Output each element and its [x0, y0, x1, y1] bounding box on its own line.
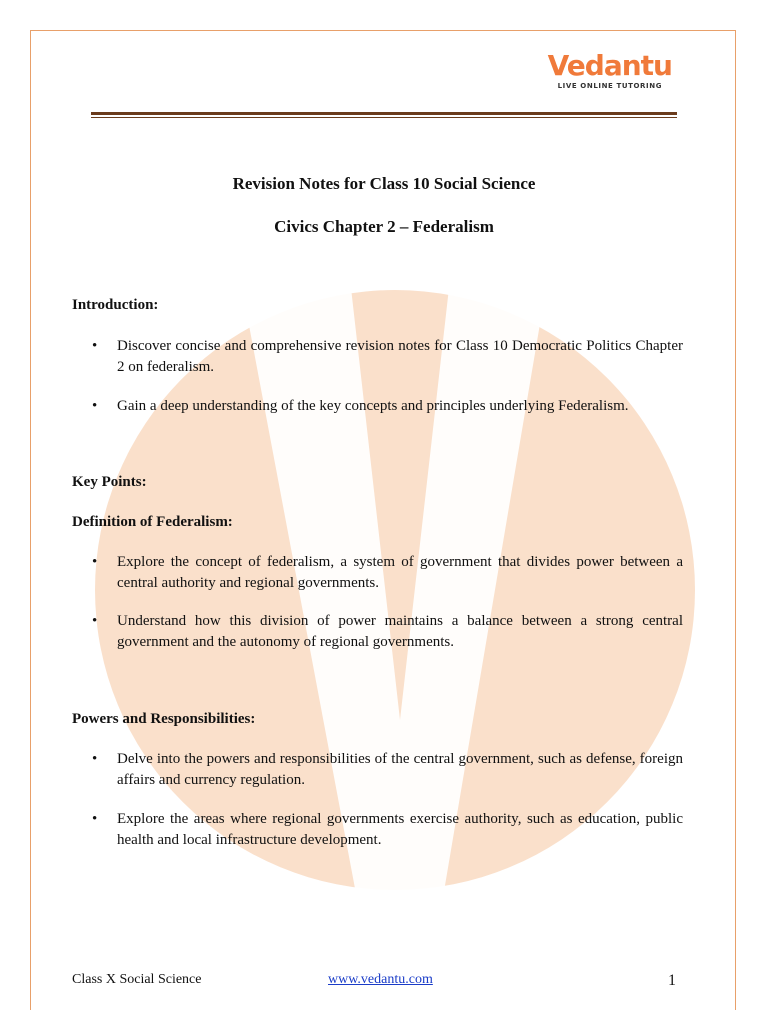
list-item: • Delve into the powers and responsibilities of the central government, such as defense, foreign affairs and currency regulation. — [92, 751, 683, 788]
bullet-icon: • — [92, 398, 98, 414]
document-title: Revision Notes for Class 10 Social Science — [232, 174, 536, 193]
bullet-icon: • — [92, 613, 98, 629]
bullet-icon: • — [92, 554, 98, 570]
bullet-icon: • — [92, 751, 98, 767]
page-number: 1 — [668, 972, 676, 989]
heading-introduction: Introduction: — [72, 297, 159, 313]
document-subtitle: Civics Chapter 2 – Federalism — [274, 217, 494, 236]
bullet-icon: • — [92, 811, 98, 827]
logo-tagline: LIVE ONLINE TUTORING — [557, 82, 663, 90]
header-rule — [91, 112, 677, 115]
list-item: • Explore the areas where regional governments exercise authority, such as education, public health and local infrastructure development. — [92, 811, 683, 848]
heading-key-points: Key Points: — [72, 474, 147, 490]
footer-subject: Class X Social Science — [72, 972, 202, 987]
heading-definition: Definition of Federalism: — [72, 514, 233, 530]
header-rule-thin — [91, 117, 677, 118]
list-item: • Understand how this division of power maintains a balance between a strong central government and the autonomy of regional governments. — [92, 613, 683, 650]
bullet-icon: • — [92, 338, 98, 354]
heading-powers: Powers and Responsibilities: — [72, 711, 256, 727]
vedantu-logo — [548, 48, 672, 90]
list-item: • Discover concise and comprehensive revision notes for Class 10 Democratic Politics Chapter 2 on federalism. — [92, 338, 683, 375]
list-item: • Gain a deep understanding of the key concepts and principles underlying Federalism. — [93, 396, 683, 417]
footer-website-link[interactable]: www.vedantu.com — [328, 972, 433, 987]
logo-brand: Vedantu — [547, 49, 672, 82]
list-item: • Explore the concept of federalism, a system of government that divides power between a central authority and regional governments. — [92, 554, 683, 591]
